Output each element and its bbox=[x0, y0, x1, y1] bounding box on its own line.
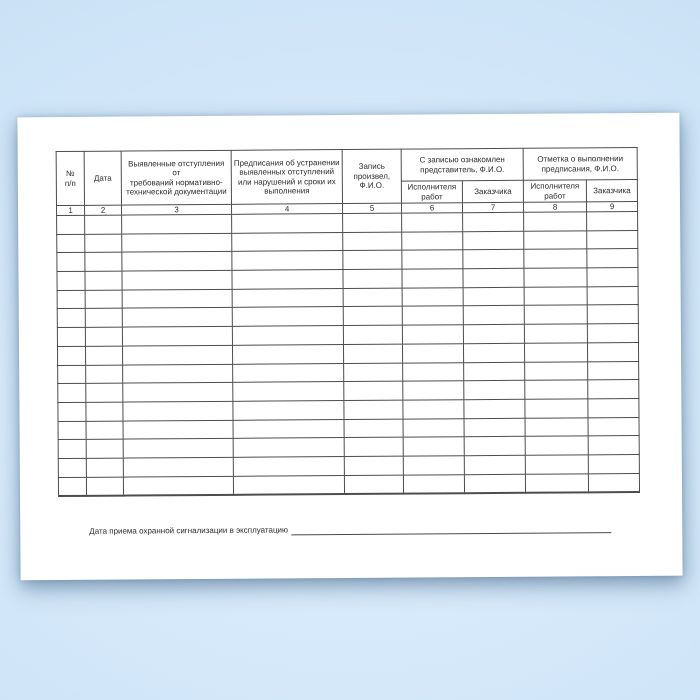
subheader-executor-2: Исполнителя работ bbox=[523, 180, 586, 202]
table-cell bbox=[123, 383, 233, 402]
table-cell bbox=[86, 439, 123, 458]
table-cell bbox=[402, 250, 463, 269]
table-cell bbox=[524, 249, 587, 268]
table-cell bbox=[57, 327, 85, 346]
table-cell bbox=[402, 213, 463, 232]
table-cell bbox=[402, 269, 463, 288]
header-col-recorded-by: Запись произвел, Ф.И.О. bbox=[342, 149, 401, 203]
table-row bbox=[58, 473, 639, 496]
header-col-date: Дата bbox=[84, 151, 121, 205]
table-cell bbox=[463, 250, 524, 269]
table-cell bbox=[86, 402, 123, 421]
table-cell bbox=[588, 436, 639, 455]
table-cell bbox=[232, 288, 343, 307]
table-cell bbox=[122, 289, 232, 308]
table-cell bbox=[343, 251, 402, 270]
column-number-cell: 3 bbox=[122, 204, 232, 215]
table-cell bbox=[588, 417, 639, 436]
table-cell bbox=[85, 234, 122, 253]
column-number-cell: 2 bbox=[85, 205, 122, 215]
subheader-customer-2: Заказчика bbox=[586, 179, 637, 201]
table-cell bbox=[588, 361, 639, 380]
table-cell bbox=[122, 214, 232, 233]
table-cell bbox=[344, 456, 403, 475]
table-cell bbox=[588, 398, 639, 417]
table-cell bbox=[233, 475, 344, 494]
table-cell bbox=[587, 305, 638, 324]
table-cell bbox=[403, 418, 464, 437]
table-cell bbox=[403, 474, 464, 493]
table-cell bbox=[463, 268, 524, 287]
table-cell bbox=[587, 342, 638, 361]
table-cell bbox=[525, 455, 588, 474]
column-number-cell: 8 bbox=[523, 202, 586, 212]
table-cell bbox=[85, 271, 122, 290]
table-cell bbox=[344, 419, 403, 438]
table-cell bbox=[122, 252, 232, 271]
header-col-deviations: Выявленные отступления от требований нормативно- технической документации bbox=[121, 150, 231, 205]
table-cell bbox=[402, 306, 463, 325]
table-cell bbox=[463, 306, 524, 325]
table-cell bbox=[403, 456, 464, 475]
table-cell bbox=[86, 421, 123, 440]
table-cell bbox=[85, 290, 122, 309]
table-cell bbox=[344, 381, 403, 400]
table-cell bbox=[403, 381, 464, 400]
header-group-acknowledged: С записью ознакомлен представитель, Ф.И.О. bbox=[401, 148, 523, 181]
table-cell bbox=[343, 344, 402, 363]
table-cell bbox=[402, 231, 463, 250]
table-cell bbox=[57, 290, 85, 309]
commissioning-date-label: Дата приема охранной сигнализации в эксплуатацию bbox=[89, 525, 289, 536]
table-cell bbox=[86, 365, 123, 384]
table-cell bbox=[587, 211, 638, 230]
table-cell bbox=[57, 346, 85, 365]
table-cell bbox=[122, 326, 232, 345]
table-cell bbox=[403, 400, 464, 419]
table-cell bbox=[587, 230, 638, 249]
table-cell bbox=[525, 380, 588, 399]
table-cell bbox=[587, 249, 638, 268]
column-number-cell: 5 bbox=[343, 203, 402, 213]
column-number-cell: 9 bbox=[586, 201, 637, 211]
table-cell bbox=[86, 458, 123, 477]
commissioning-date-line bbox=[89, 523, 611, 537]
fill-in-blank-line bbox=[291, 523, 611, 535]
table-cell bbox=[232, 326, 343, 345]
table-cell bbox=[463, 212, 524, 231]
table-cell bbox=[57, 309, 85, 328]
table-cell bbox=[58, 458, 86, 477]
table-cell bbox=[122, 345, 232, 364]
table-cell bbox=[402, 287, 463, 306]
table-cell bbox=[232, 307, 343, 326]
table-cell bbox=[85, 252, 122, 271]
table-cell bbox=[524, 305, 587, 324]
table-cell bbox=[58, 365, 86, 384]
table-cell bbox=[232, 251, 343, 270]
table-cell bbox=[403, 362, 464, 381]
table-cell bbox=[343, 232, 402, 251]
table-cell bbox=[232, 214, 343, 233]
table-cell bbox=[123, 401, 233, 420]
table-cell bbox=[403, 437, 464, 456]
table-cell bbox=[233, 419, 344, 438]
table-cell bbox=[233, 400, 344, 419]
table-cell bbox=[587, 268, 638, 287]
table-cell bbox=[463, 231, 524, 250]
header-row-main bbox=[56, 147, 637, 183]
table-cell bbox=[344, 363, 403, 382]
table-cell bbox=[57, 271, 85, 290]
table-cell bbox=[525, 417, 588, 436]
table-cell bbox=[122, 270, 232, 289]
table-cell bbox=[524, 343, 587, 362]
table-body bbox=[57, 211, 640, 495]
table-cell bbox=[588, 380, 639, 399]
table-cell bbox=[464, 418, 525, 437]
table-cell bbox=[402, 344, 463, 363]
table-cell bbox=[58, 440, 86, 459]
table-cell bbox=[524, 268, 587, 287]
table-cell bbox=[85, 215, 122, 234]
table-cell bbox=[343, 269, 402, 288]
table-cell bbox=[233, 438, 344, 457]
table-cell bbox=[343, 325, 402, 344]
table-cell bbox=[85, 327, 122, 346]
column-number-cell: 1 bbox=[57, 205, 85, 215]
column-number-cell: 6 bbox=[402, 203, 463, 213]
table-cell bbox=[58, 402, 86, 421]
table-cell bbox=[58, 421, 86, 440]
table-cell bbox=[463, 287, 524, 306]
table-cell bbox=[85, 346, 122, 365]
table-cell bbox=[525, 436, 588, 455]
table-cell bbox=[232, 270, 343, 289]
table-cell bbox=[122, 308, 232, 327]
table-cell bbox=[524, 287, 587, 306]
table-cell bbox=[525, 361, 588, 380]
table-cell bbox=[57, 215, 85, 234]
table-cell bbox=[233, 363, 344, 382]
table-cell bbox=[343, 307, 402, 326]
table-cell bbox=[588, 473, 639, 492]
table-cell bbox=[344, 437, 403, 456]
table-cell bbox=[344, 400, 403, 419]
table-cell bbox=[464, 380, 525, 399]
table-cell bbox=[58, 384, 86, 403]
table-cell bbox=[464, 474, 525, 493]
table-cell bbox=[85, 309, 122, 328]
subheader-customer-1: Заказчика bbox=[462, 180, 523, 202]
inspection-log-table bbox=[56, 147, 640, 497]
inspection-log-table-wrap bbox=[56, 147, 640, 497]
table-cell bbox=[344, 475, 403, 494]
table-cell bbox=[524, 212, 587, 231]
table-cell bbox=[524, 324, 587, 343]
table-cell bbox=[525, 473, 588, 492]
column-number-cell: 4 bbox=[232, 204, 343, 215]
header-col-number: № п/п bbox=[56, 151, 84, 205]
table-cell bbox=[343, 288, 402, 307]
table-cell bbox=[464, 362, 525, 381]
header-col-orders: Предписания об устранении выявленных отступлений или нарушений и сроки их выполнения bbox=[231, 150, 342, 205]
table-cell bbox=[587, 286, 638, 305]
table-cell bbox=[58, 477, 86, 496]
table-cell bbox=[57, 253, 85, 272]
table-cell bbox=[86, 477, 123, 496]
table-cell bbox=[123, 476, 233, 495]
table-cell bbox=[464, 399, 525, 418]
table-cell bbox=[123, 364, 233, 383]
table-cell bbox=[233, 456, 344, 475]
table-cell bbox=[232, 344, 343, 363]
header-group-completion: Отметка о выполнении предписания, Ф.И.О. bbox=[523, 147, 637, 180]
table-cell bbox=[123, 420, 233, 439]
table-cell bbox=[464, 455, 525, 474]
table-cell bbox=[463, 343, 524, 362]
table-cell bbox=[402, 325, 463, 344]
column-number-cell: 7 bbox=[462, 202, 523, 212]
table-cell bbox=[463, 324, 524, 343]
table-cell bbox=[524, 231, 587, 250]
table-cell bbox=[343, 213, 402, 232]
table-cell bbox=[587, 324, 638, 343]
table-cell bbox=[233, 382, 344, 401]
table-cell bbox=[525, 399, 588, 418]
table-cell bbox=[588, 454, 639, 473]
table-cell bbox=[464, 437, 525, 456]
table-cell bbox=[57, 234, 85, 253]
table-cell bbox=[86, 383, 123, 402]
table-cell bbox=[232, 232, 343, 251]
table-cell bbox=[123, 439, 233, 458]
subheader-executor-1: Исполнителя работ bbox=[401, 181, 462, 203]
table-cell bbox=[122, 233, 232, 252]
table-cell bbox=[123, 457, 233, 476]
document-page bbox=[17, 113, 682, 581]
